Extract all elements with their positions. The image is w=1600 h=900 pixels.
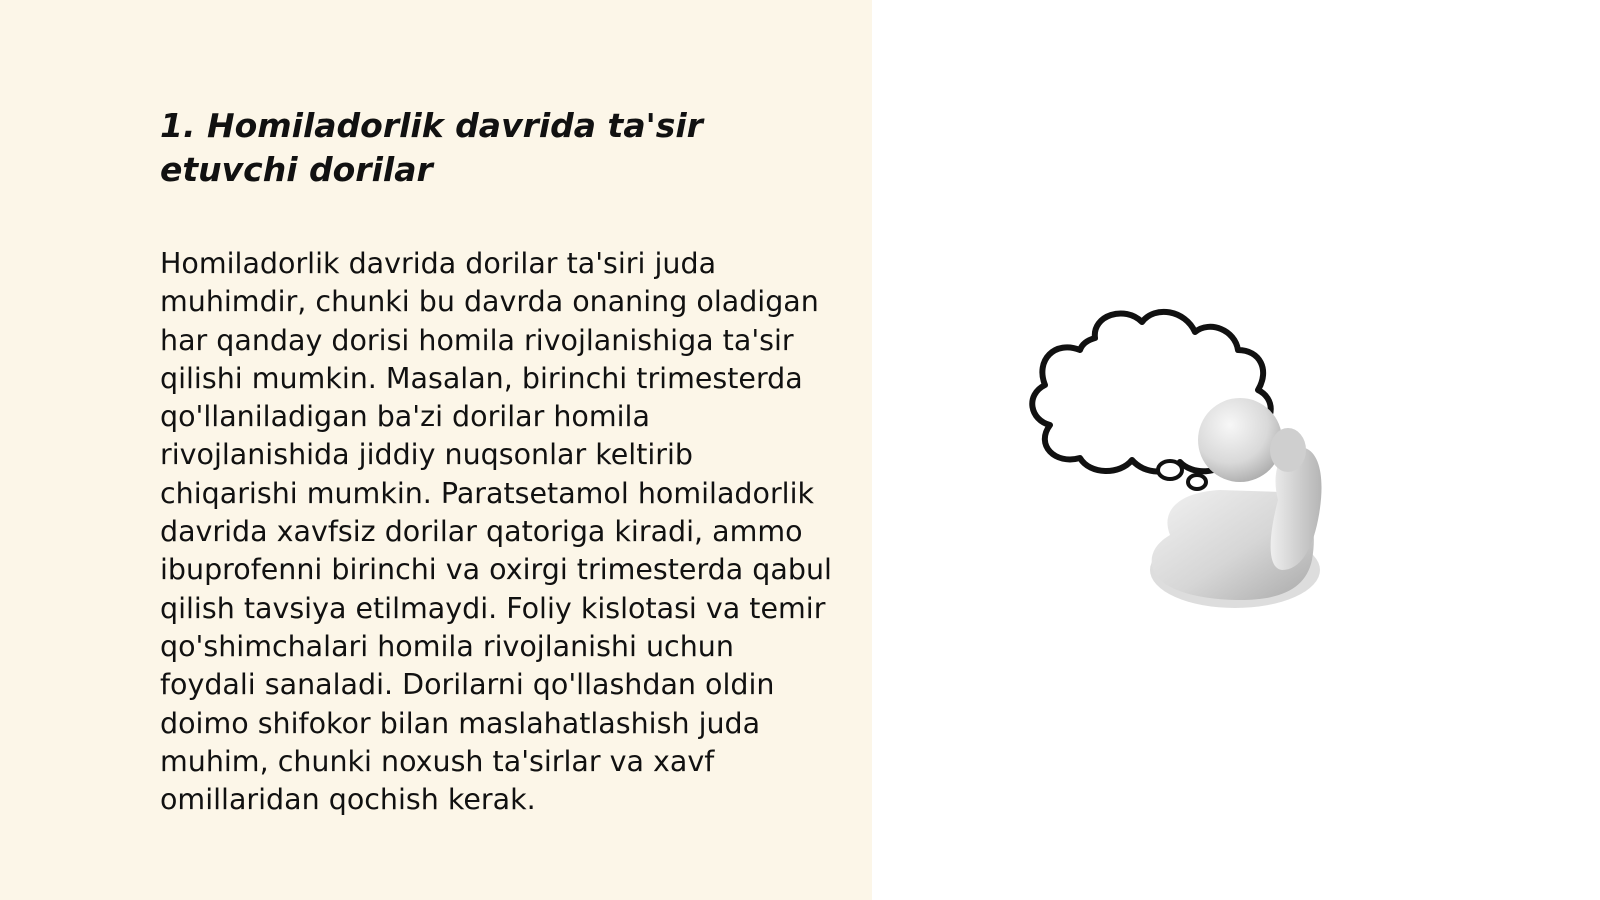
slide-body-text: Homiladorlik davrida dorilar ta'siri juda muhimdir, chunki bu davrda onaning oladigan har qanday dorisi homila rivojlanishiga ta'sir qilishi mumkin. Masalan, birinchi trimesterda qo'llaniladigan ba'zi dorilar homila rivojlanishida jiddiy nuqsonlar keltirib chiqarishi mumkin. Paratsetamol homiladorlik davrida xavfsiz dorilar qatoriga kiradi, ammo ibuprofenni birinchi va oxirgi trimesterda qabul qilish tavsiya etilmaydi. Foliy kislotasi va temir qo'shimchalari homila rivojlanishi uchun foydali sanaladi. Dorilarni qo'llashdan oldin doimo shifokor bilan maslahatlashish juda muhim, chunki noxush ta'sirlar va xavf omillaridan qochish kerak. xyxy=(160,247,832,817)
thought-bubble-small-2 xyxy=(1188,475,1206,489)
thinking-person-icon xyxy=(1020,270,1360,620)
thought-bubble-small-1 xyxy=(1158,461,1182,479)
slide-title: 1. Homiladorlik davrida ta'sir etuvchi dorilar xyxy=(160,106,703,189)
